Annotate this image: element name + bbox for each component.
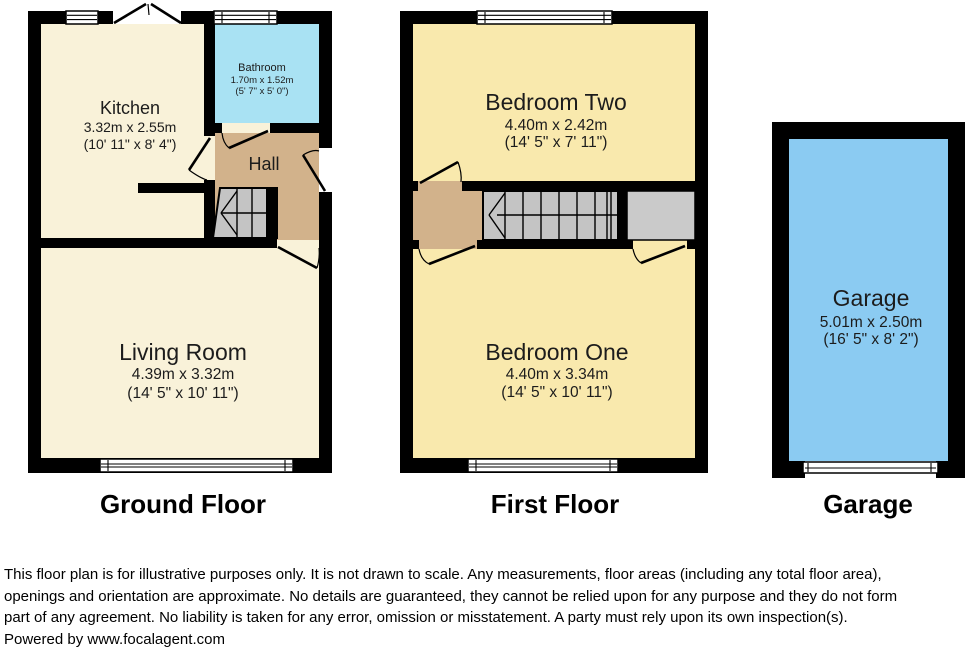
french-doors <box>114 4 181 23</box>
bathroom-label: Bathroom <box>238 62 286 74</box>
bathroom-window <box>214 11 277 24</box>
kitchen-dim-imperial: (10' 11" x 8' 4") <box>83 136 177 152</box>
garage-dim-metric: 5.01m x 2.50m <box>819 314 923 331</box>
garage-label: Garage <box>832 285 910 311</box>
wall <box>319 192 332 473</box>
disclaimer-line: part of any agreement. No liability is taken for any error, omission or misstatement. A party must rely upon its own inspection(s). <box>4 609 848 626</box>
wall <box>270 123 319 133</box>
wall <box>413 181 418 191</box>
bedroom-one-label: Bedroom One <box>485 339 629 365</box>
storage-over-stairs <box>627 191 695 240</box>
wall <box>772 122 789 478</box>
bedroom-one-dim-metric: 4.40m x 3.34m <box>505 366 609 383</box>
landing-floor <box>413 181 483 249</box>
wall <box>462 181 695 191</box>
wall <box>948 122 965 478</box>
wall <box>319 11 332 148</box>
wall <box>204 24 215 136</box>
hall-label: Hall <box>248 154 280 174</box>
garage-door <box>803 462 938 473</box>
garage-title: Garage <box>823 489 913 519</box>
wall <box>936 461 965 478</box>
wall <box>695 11 708 473</box>
bathroom-dim-imperial: (5' 7" x 5' 0") <box>235 86 289 97</box>
ground-floor-title: Ground Floor <box>99 489 267 519</box>
living-room-dim-metric: 4.39m x 3.32m <box>131 366 235 383</box>
bedroom-one-window <box>468 459 618 472</box>
bedroom-two-dim-imperial: (14' 5" x 7' 11") <box>504 134 608 151</box>
ground-floor-plan <box>28 4 332 519</box>
bedroom-two-dim-metric: 4.40m x 2.42m <box>504 117 608 134</box>
disclaimer-line: This floor plan is for illustrative purposes only. It is not drawn to scale. Any measurements, floor areas (including any total floor area), <box>4 566 882 583</box>
wall <box>477 240 633 249</box>
wall <box>687 240 695 249</box>
disclaimer <box>4 564 897 648</box>
first-floor-title: First Floor <box>490 489 620 519</box>
bedroom-two-label: Bedroom Two <box>485 89 627 115</box>
wall <box>618 181 627 249</box>
living-room-label: Living Room <box>119 339 247 365</box>
wall <box>28 11 41 473</box>
garage-dim-imperial: (16' 5" x 8' 2") <box>823 331 919 348</box>
powered-by: Powered by www.focalagent.com <box>4 630 225 648</box>
bathroom-dim-metric: 1.70m x 1.52m <box>230 75 294 86</box>
ground-stairs <box>213 188 277 238</box>
first-floor-stairs <box>483 191 618 240</box>
living-room-window <box>100 459 293 472</box>
living-room-dim-imperial: (14' 5" x 10' 11") <box>127 385 239 402</box>
disclaimer-line: openings and orientation are approximate. No details are guaranteed, they cannot be relied upon for any purpose and they do not form <box>4 587 898 605</box>
kitchen-label: Kitchen <box>99 98 161 118</box>
wall <box>772 122 965 139</box>
wall <box>400 11 413 473</box>
wall <box>204 123 222 133</box>
kitchen-dim-metric: 3.32m x 2.55m <box>83 119 177 135</box>
wall <box>41 238 277 248</box>
bedroom-one-dim-imperial: (14' 5" x 10' 11") <box>501 384 613 401</box>
garage-plan <box>772 122 965 519</box>
wall <box>413 240 419 249</box>
kitchen-window <box>66 11 98 24</box>
wall <box>138 183 215 193</box>
bedroom-two-window <box>477 11 612 24</box>
first-floor-plan <box>400 11 708 519</box>
wall <box>772 461 805 478</box>
